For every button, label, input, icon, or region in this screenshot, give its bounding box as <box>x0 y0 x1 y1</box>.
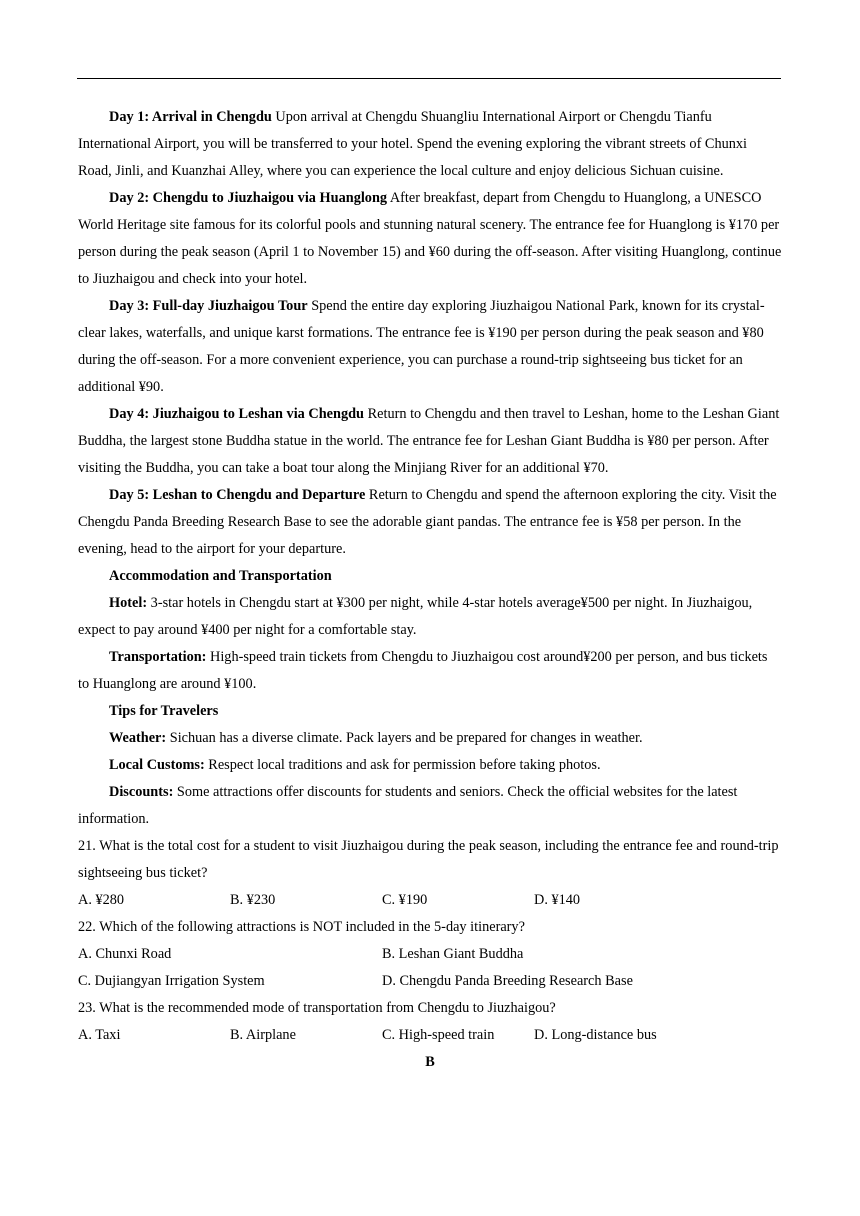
tips-heading <box>78 698 782 725</box>
question-22-options-row-1 <box>78 941 782 968</box>
day-3-title: Day 3: Full-day Jiuzhaigou Tour <box>109 298 308 314</box>
question-21-option-a[interactable]: A. ¥280 <box>78 892 125 908</box>
question-23-option-b[interactable]: B. Airplane <box>230 1027 296 1043</box>
discounts-text: Some attractions offer discounts for students and seniors. Check the official websites for the latest information. <box>78 784 738 827</box>
customs-title: Local Customs: <box>109 757 205 773</box>
hotel-title: Hotel: <box>109 595 148 611</box>
question-22-option-c[interactable]: C. Dujiangyan Irrigation System <box>78 973 265 989</box>
day-4-text: Return to Chengdu and then travel to Leshan, home to the Leshan Giant Buddha, the largest stone Buddha statue in the world. The entrance fee for Leshan Giant Buddha is ¥80 per person. After visiting the Buddha, you can take a boat tour along the Minjiang River for an additional ¥70. <box>78 406 780 476</box>
hotel-text: 3-star hotels in Chengdu start at ¥300 per night, while 4-star hotels average¥500 per night. In Jiuzhaigou, expect to pay around ¥400 per night for a comfortable stay. <box>78 595 753 638</box>
transportation-title: Transportation: <box>109 649 207 665</box>
header-rule <box>77 78 781 79</box>
discounts-paragraph <box>78 779 782 833</box>
weather-text: Sichuan has a diverse climate. Pack layers and be prepared for changes in weather. <box>166 730 643 746</box>
weather-title: Weather: <box>109 730 167 746</box>
day-5-paragraph <box>78 482 782 563</box>
transportation-paragraph <box>78 644 782 698</box>
question-21-option-b[interactable]: B. ¥230 <box>230 892 276 908</box>
accommodation-heading-text: Accommodation and Transportation <box>109 568 332 584</box>
day-1-title: Day 1: Arrival in Chengdu <box>109 109 272 125</box>
day-2-text: After breakfast, depart from Chengdu to Huanglong, a UNESCO World Heritage site famous for its colorful pools and stunning natural scenery. The entrance fee for Huanglong is ¥170 per person during the peak season (April 1 to November 15) and ¥60 during the off-season. After visiting Huanglong, continue to Jiuzhaigou and check into your hotel. <box>78 190 782 287</box>
day-1-text: Upon arrival at Chengdu Shuangliu International Airport or Chengdu Tianfu International Airport, you will be transferred to your hotel. Spend the evening exploring the vibrant streets of Chunxi Road, Jinli, and Kuanzhai Alley, where you can experience the local culture and enjoy delicious Sichuan cuisine. <box>78 109 748 179</box>
question-21-stem: 21. What is the total cost for a student to visit Jiuzhaigou during the peak season, including the entrance fee and round-trip sightseeing bus ticket? <box>78 838 779 881</box>
question-22-options-row-2 <box>78 968 782 995</box>
transportation-text: High-speed train tickets from Chengdu to Jiuzhaigou cost around¥200 per person, and bus tickets to Huanglong are around ¥100. <box>78 649 768 692</box>
question-22-option-b[interactable]: B. Leshan Giant Buddha <box>382 946 524 962</box>
day-4-paragraph <box>78 401 782 482</box>
question-23-stem: 23. What is the recommended mode of transportation from Chengdu to Jiuzhaigou? <box>78 1000 556 1016</box>
question-22-stem: 22. Which of the following attractions is NOT included in the 5-day itinerary? <box>78 919 525 935</box>
accommodation-heading <box>78 563 782 590</box>
customs-paragraph <box>78 752 782 779</box>
question-21-option-c[interactable]: C. ¥190 <box>382 892 428 908</box>
question-22-option-a[interactable]: A. Chunxi Road <box>78 946 172 962</box>
document-body <box>78 104 782 1076</box>
day-5-title: Day 5: Leshan to Chengdu and Departure <box>109 487 366 503</box>
tips-heading-text: Tips for Travelers <box>109 703 219 719</box>
weather-paragraph <box>78 725 782 752</box>
question-23-options <box>78 1022 782 1049</box>
day-2-paragraph <box>78 185 782 293</box>
next-section-label: B <box>425 1054 435 1070</box>
day-4-title: Day 4: Jiuzhaigou to Leshan via Chengdu <box>109 406 365 422</box>
question-23-option-c[interactable]: C. High-speed train <box>382 1027 495 1043</box>
day-2-title: Day 2: Chengdu to Jiuzhaigou via Huanglong <box>109 190 388 206</box>
day-3-paragraph <box>78 293 782 401</box>
discounts-title: Discounts: <box>109 784 174 800</box>
customs-text: Respect local traditions and ask for permission before taking photos. <box>204 757 601 773</box>
day-3-text: Spend the entire day exploring Jiuzhaigou National Park, known for its crystal-clear lakes, waterfalls, and unique karst formations. The entrance fee is ¥190 per person during the peak season and ¥80 during the off-season. For a more convenient experience, you can purchase a round-trip sightseeing bus ticket for an additional ¥90. <box>78 298 765 395</box>
day-5-text: Return to Chengdu and spend the afternoon exploring the city. Visit the Chengdu Panda Breeding Research Base to see the adorable giant pandas. The entrance fee is ¥58 per person. In the evening, head to the airport for your departure. <box>78 487 777 557</box>
question-23-option-a[interactable]: A. Taxi <box>78 1027 121 1043</box>
question-21-option-d[interactable]: D. ¥140 <box>534 892 581 908</box>
hotel-paragraph <box>78 590 782 644</box>
question-22-option-d[interactable]: D. Chengdu Panda Breeding Research Base <box>382 973 633 989</box>
question-23-option-d[interactable]: D. Long-distance bus <box>534 1027 657 1043</box>
day-1-paragraph <box>78 104 782 185</box>
question-21-options <box>78 887 782 914</box>
